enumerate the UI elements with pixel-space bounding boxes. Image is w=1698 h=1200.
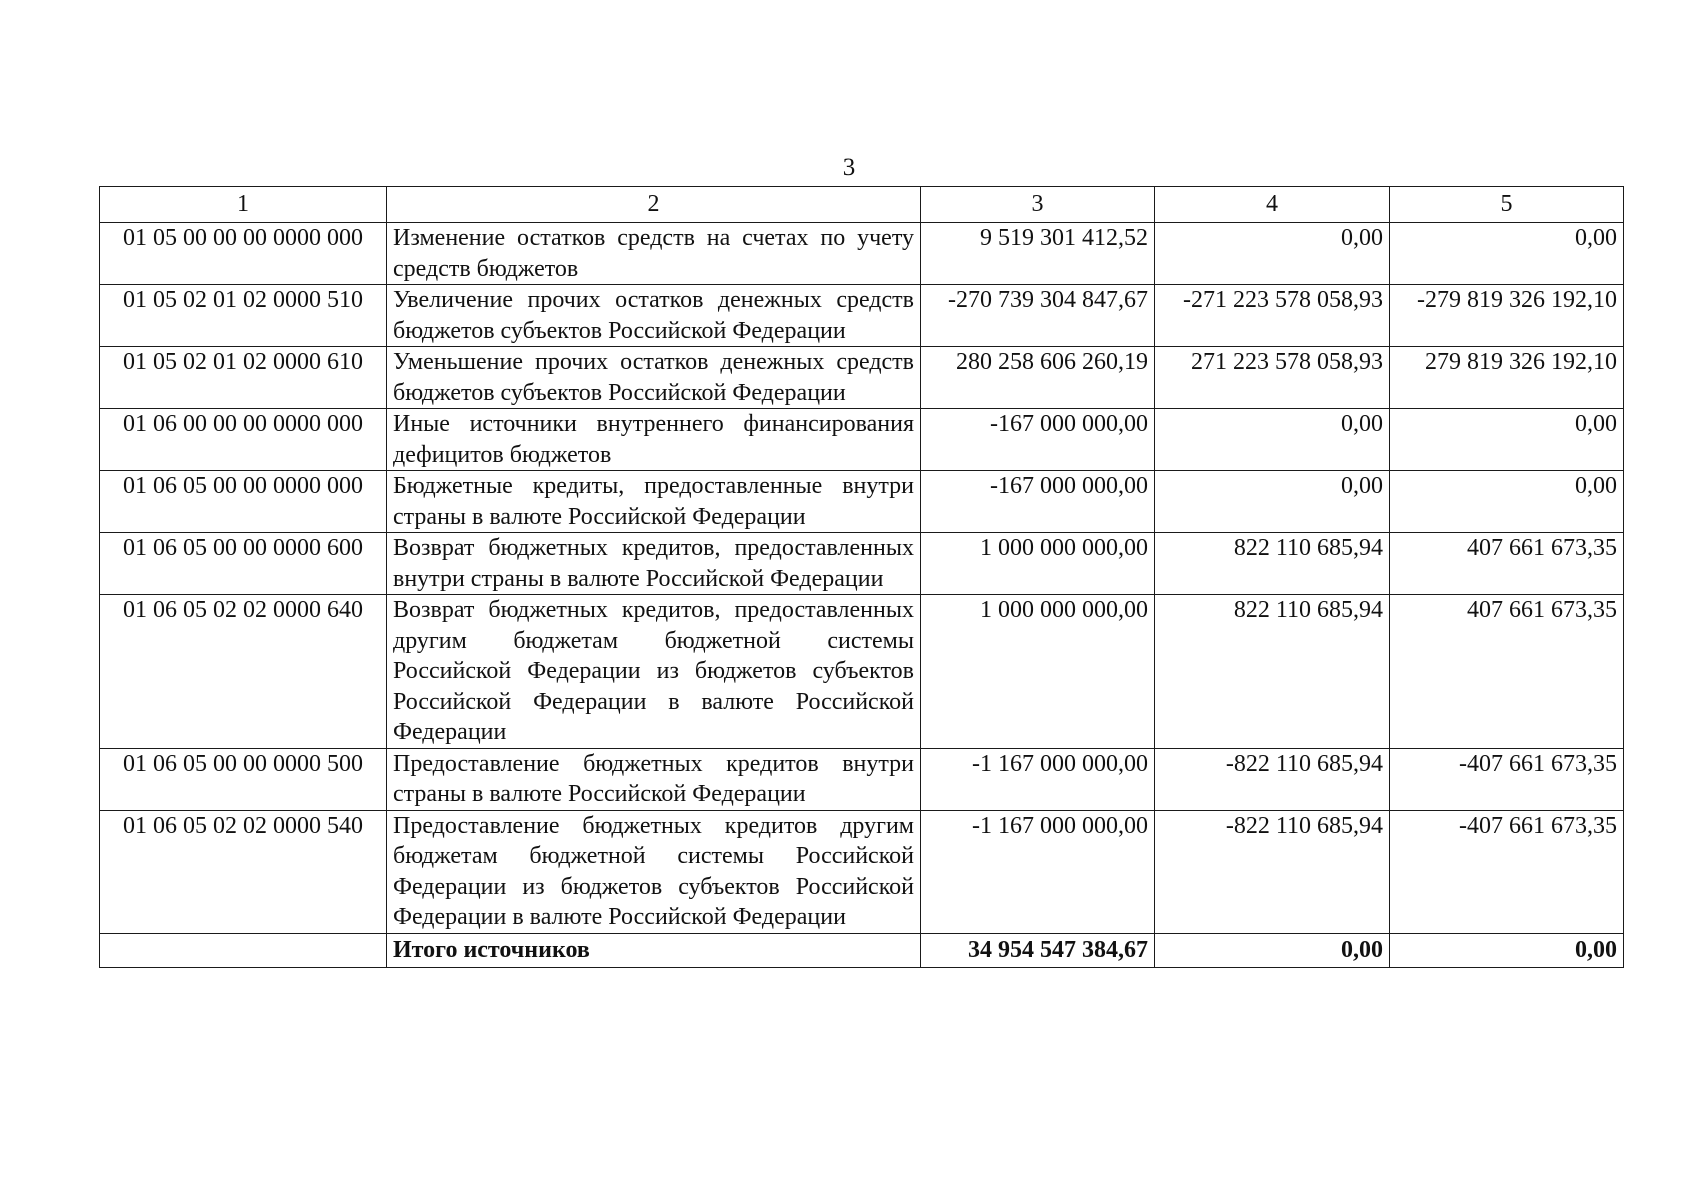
source-name-cell: Уменьшение прочих остатков денежных средств бюджетов субъектов Российской Федерации [387,347,921,409]
budget-code-cell: 01 06 05 00 00 0000 000 [100,471,387,533]
budget-code-cell: 01 06 05 02 02 0000 540 [100,810,387,933]
amount-col4-cell: 0,00 [1155,223,1390,285]
total-col3-cell: 34 954 547 384,67 [921,933,1155,967]
amount-col3-cell: 1 000 000 000,00 [921,533,1155,595]
source-name-cell: Изменение остатков средств на счетах по учету средств бюджетов [387,223,921,285]
table-row [100,285,1624,347]
table-row [100,347,1624,409]
amount-col5-cell: 0,00 [1390,223,1624,285]
budget-code-cell: 01 06 05 00 00 0000 500 [100,748,387,810]
amount-col5-cell: 0,00 [1390,471,1624,533]
table-row [100,471,1624,533]
amount-col5-cell: 407 661 673,35 [1390,595,1624,749]
total-col5-cell: 0,00 [1390,933,1624,967]
amount-col4-cell: -822 110 685,94 [1155,810,1390,933]
column-header-2: 2 [387,187,921,223]
amount-col3-cell: -270 739 304 847,67 [921,285,1155,347]
total-col4-cell: 0,00 [1155,933,1390,967]
column-header-1: 1 [100,187,387,223]
source-name-cell: Возврат бюджетных кредитов, предоставленных другим бюджетам бюджетной системы Российской Федерации из бюджетов субъектов Российской Федерации в валюте Российской Федерации [387,595,921,749]
amount-col5-cell: 407 661 673,35 [1390,533,1624,595]
amount-col4-cell: 0,00 [1155,471,1390,533]
amount-col5-cell: 0,00 [1390,409,1624,471]
amount-col5-cell: -407 661 673,35 [1390,810,1624,933]
amount-col5-cell: -407 661 673,35 [1390,748,1624,810]
source-name-cell: Возврат бюджетных кредитов, предоставленных внутри страны в валюте Российской Федерации [387,533,921,595]
table-row [100,533,1624,595]
amount-col4-cell: 0,00 [1155,409,1390,471]
amount-col3-cell: -167 000 000,00 [921,471,1155,533]
table-row [100,223,1624,285]
table-row [100,810,1624,933]
amount-col4-cell: -822 110 685,94 [1155,748,1390,810]
budget-code-cell: 01 06 00 00 00 0000 000 [100,409,387,471]
amount-col3-cell: 280 258 606 260,19 [921,347,1155,409]
column-header-5: 5 [1390,187,1624,223]
amount-col4-cell: 822 110 685,94 [1155,533,1390,595]
source-name-cell: Бюджетные кредиты, предоставленные внутри страны в валюте Российской Федерации [387,471,921,533]
source-name-cell: Предоставление бюджетных кредитов внутри страны в валюте Российской Федерации [387,748,921,810]
amount-col5-cell: 279 819 326 192,10 [1390,347,1624,409]
total-code-cell [100,933,387,967]
amount-col4-cell: 271 223 578 058,93 [1155,347,1390,409]
page-number: 3 [842,154,856,181]
amount-col3-cell: -167 000 000,00 [921,409,1155,471]
amount-col3-cell: 1 000 000 000,00 [921,595,1155,749]
table-row [100,595,1624,749]
amount-col3-cell: -1 167 000 000,00 [921,810,1155,933]
amount-col4-cell: -271 223 578 058,93 [1155,285,1390,347]
table-row [100,748,1624,810]
amount-col3-cell: 9 519 301 412,52 [921,223,1155,285]
source-name-cell: Иные источники внутреннего финансирования дефицитов бюджетов [387,409,921,471]
column-number-header-row [100,187,1624,223]
amount-col3-cell: -1 167 000 000,00 [921,748,1155,810]
total-row [100,933,1624,967]
source-name-cell: Увеличение прочих остатков денежных средств бюджетов субъектов Российской Федерации [387,285,921,347]
budget-code-cell: 01 06 05 02 02 0000 640 [100,595,387,749]
amount-col5-cell: -279 819 326 192,10 [1390,285,1624,347]
column-header-4: 4 [1155,187,1390,223]
budget-sources-table [99,186,1624,968]
column-header-3: 3 [921,187,1155,223]
table-row [100,409,1624,471]
budget-code-cell: 01 06 05 00 00 0000 600 [100,533,387,595]
amount-col4-cell: 822 110 685,94 [1155,595,1390,749]
total-label-cell: Итого источников [387,933,921,967]
budget-code-cell: 01 05 02 01 02 0000 510 [100,285,387,347]
budget-code-cell: 01 05 02 01 02 0000 610 [100,347,387,409]
source-name-cell: Предоставление бюджетных кредитов другим бюджетам бюджетной системы Российской Федерации из бюджетов субъектов Российской Федерации в валюте Российской Федерации [387,810,921,933]
budget-code-cell: 01 05 00 00 00 0000 000 [100,223,387,285]
